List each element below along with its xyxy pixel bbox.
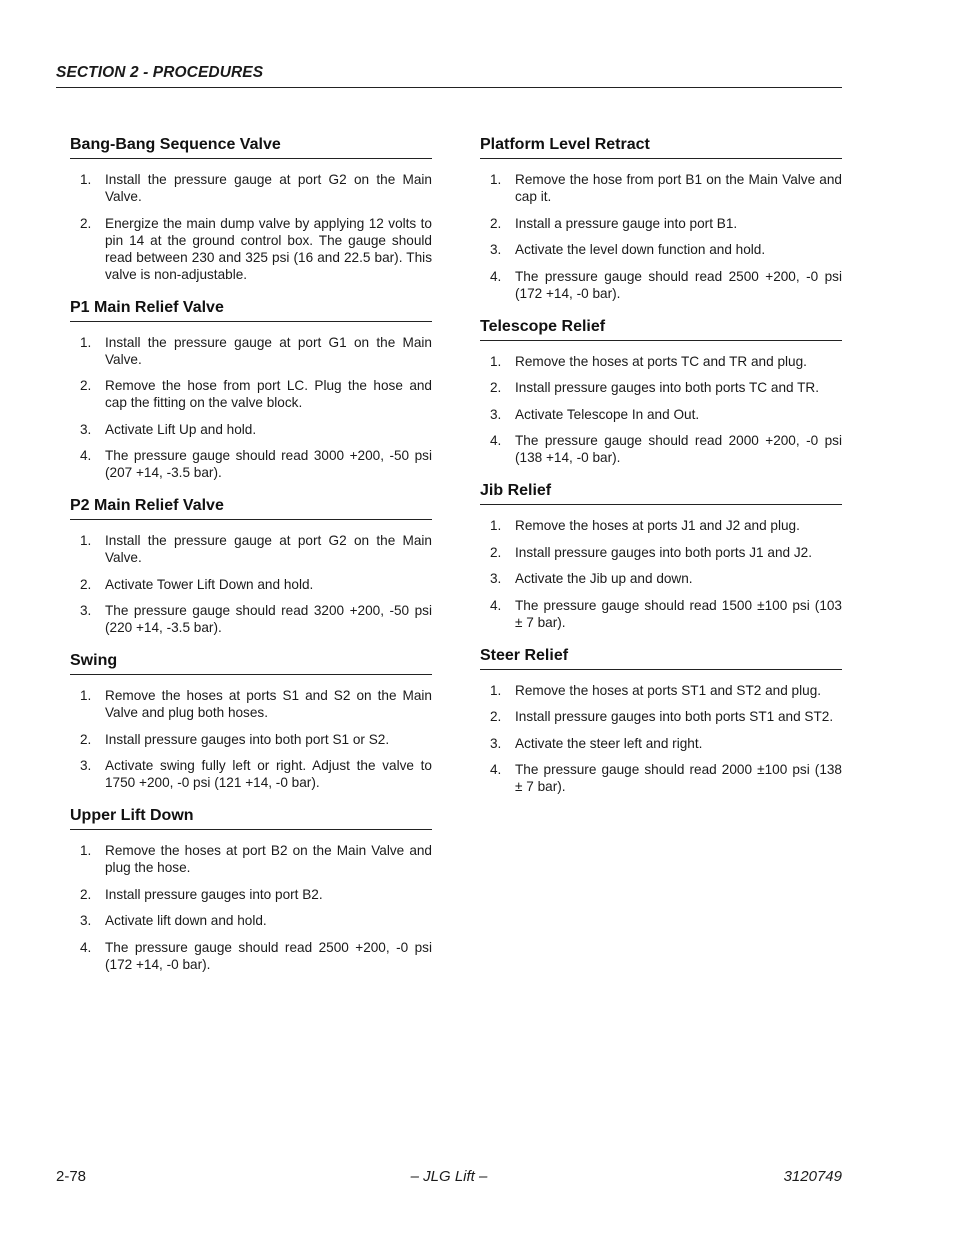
step-text: Install the pressure gauge at port G1 on the Main Valve. [105, 334, 432, 367]
list-item [480, 432, 842, 466]
step-text: Activate lift down and hold. [105, 913, 267, 928]
step-number: 2. [80, 215, 92, 231]
procedure-section [480, 134, 842, 302]
list-item [480, 597, 842, 631]
step-number: 1. [80, 688, 92, 703]
step-text: Activate the level down function and hold. [515, 242, 766, 257]
step-text: The pressure gauge should read 2000 +200, -0 psi (138 +14, -0 bar). [515, 433, 842, 465]
step-number: 4. [80, 448, 92, 463]
section-heading: Upper Lift Down [70, 805, 432, 830]
step-number: 3. [80, 913, 92, 928]
step-text: Install pressure gauges into both port S1 or S2. [105, 731, 390, 747]
step-number: 1. [80, 843, 92, 858]
list-item [480, 761, 842, 795]
step-number: 3. [80, 758, 92, 773]
list-item [70, 447, 432, 481]
step-text: Remove the hoses at ports ST1 and ST2 and plug. [515, 682, 822, 698]
list-item [70, 886, 432, 903]
document-number: 3120749 [783, 1168, 842, 1185]
step-text: Remove the hoses at ports S1 and S2 on the Main Valve and plug both hoses. [105, 688, 432, 720]
left-column [70, 134, 432, 987]
section-heading: P1 Main Relief Valve [70, 297, 432, 322]
step-list [480, 517, 842, 631]
step-list [480, 353, 842, 467]
step-number: 3. [490, 242, 502, 257]
step-number: 2. [80, 378, 92, 393]
procedure-section [480, 316, 842, 467]
list-item [480, 406, 842, 423]
list-item [480, 517, 842, 534]
step-text: The pressure gauge should read 3000 +200, -50 psi (207 +14, -3.5 bar). [105, 448, 432, 480]
step-list [70, 842, 432, 973]
section-heading: Platform Level Retract [480, 134, 842, 159]
step-text: Activate the Jib up and down. [515, 571, 693, 586]
page-number: 2-78 [56, 1168, 87, 1185]
step-number: 4. [80, 939, 92, 955]
step-text: Install pressure gauges into both ports TC and TR. [515, 380, 820, 395]
step-number: 1. [490, 172, 502, 187]
list-item [480, 268, 842, 302]
step-text: Install pressure gauges into both ports J1 and J2. [515, 544, 812, 560]
list-item [480, 215, 842, 232]
step-text: Energize the main dump valve by applying 12 volts to pin 14 at the ground control box. The gauge should read between 230 and 325 psi (16 and 22.5 bar). This valve is non-adjustable. [105, 215, 432, 282]
step-text: Install the pressure gauge at port G2 on the Main Valve. [105, 533, 432, 565]
list-item [70, 215, 432, 283]
step-list [480, 171, 842, 302]
section-header: SECTION 2 - PROCEDURES [56, 64, 842, 88]
right-column [480, 134, 842, 809]
step-number: 2. [490, 544, 502, 560]
list-item [480, 353, 842, 370]
list-item [480, 570, 842, 587]
section-heading: P2 Main Relief Valve [70, 495, 432, 520]
step-list [70, 532, 432, 636]
list-item [480, 171, 842, 205]
procedure-section [70, 805, 432, 973]
step-number: 3. [490, 571, 502, 586]
step-text: Remove the hoses at ports J1 and J2 and plug. [515, 518, 800, 533]
section-heading: Jib Relief [480, 480, 842, 505]
step-text: Activate the steer left and right. [515, 735, 703, 751]
step-number: 3. [80, 603, 92, 618]
step-number: 1. [490, 353, 502, 369]
step-text: The pressure gauge should read 2000 ±100 psi (138 ± 7 bar). [515, 762, 842, 794]
step-text: Remove the hoses at port B2 on the Main Valve and plug the hose. [105, 843, 432, 875]
step-number: 2. [80, 576, 92, 592]
list-item [70, 576, 432, 593]
step-text: The pressure gauge should read 2500 +200, -0 psi (172 +14, -0 bar). [105, 939, 432, 972]
list-item [480, 379, 842, 396]
step-number: 1. [80, 334, 92, 350]
list-item [70, 334, 432, 368]
step-number: 3. [490, 735, 502, 751]
list-item [70, 171, 432, 205]
step-number: 4. [490, 762, 502, 777]
step-number: 2. [80, 886, 92, 902]
list-item [480, 544, 842, 561]
step-list [70, 171, 432, 283]
procedure-section [70, 297, 432, 482]
list-item [70, 731, 432, 748]
list-item [480, 708, 842, 725]
section-heading: Telescope Relief [480, 316, 842, 341]
section-heading: Bang-Bang Sequence Valve [70, 134, 432, 159]
step-number: 2. [490, 215, 502, 231]
step-text: Activate Telescope In and Out. [515, 406, 700, 422]
step-number: 3. [490, 406, 502, 422]
step-text: Activate Tower Lift Down and hold. [105, 576, 314, 592]
step-list [480, 682, 842, 796]
list-item [70, 377, 432, 411]
list-item [70, 912, 432, 929]
step-number: 4. [490, 433, 502, 448]
step-text: The pressure gauge should read 3200 +200, -50 psi (220 +14, -3.5 bar). [105, 603, 432, 635]
step-text: The pressure gauge should read 1500 ±100 psi (103 ± 7 bar). [515, 597, 842, 630]
step-number: 1. [80, 172, 92, 187]
list-item [480, 241, 842, 258]
list-item [70, 532, 432, 566]
procedure-section [480, 645, 842, 796]
step-number: 2. [80, 731, 92, 747]
procedure-section [70, 495, 432, 636]
step-number: 1. [80, 533, 92, 548]
list-item [70, 421, 432, 438]
list-item [70, 687, 432, 721]
step-number: 3. [80, 421, 92, 437]
step-text: Remove the hose from port B1 on the Main Valve and cap it. [515, 172, 842, 204]
procedure-section [70, 134, 432, 283]
step-number: 1. [490, 682, 502, 698]
step-text: Install a pressure gauge into port B1. [515, 215, 738, 231]
footer-title: – JLG Lift – [410, 1168, 488, 1185]
list-item [70, 842, 432, 876]
list-item [480, 735, 842, 752]
step-text: Remove the hoses at ports TC and TR and plug. [515, 353, 807, 369]
step-text: Install pressure gauges into both ports ST1 and ST2. [515, 709, 834, 724]
step-number: 4. [490, 268, 502, 284]
step-text: Install pressure gauges into port B2. [105, 886, 323, 902]
step-number: 1. [490, 518, 502, 533]
list-item [70, 757, 432, 791]
step-number: 2. [490, 380, 502, 395]
procedure-section [70, 650, 432, 791]
step-text: Remove the hose from port LC. Plug the hose and cap the fitting on the valve block. [105, 378, 432, 410]
step-list [70, 687, 432, 791]
list-item [480, 682, 842, 699]
step-text: The pressure gauge should read 2500 +200, -0 psi (172 +14, -0 bar). [515, 268, 842, 301]
list-item [70, 602, 432, 636]
step-number: 4. [490, 597, 502, 613]
step-text: Activate Lift Up and hold. [105, 421, 257, 437]
procedure-section [480, 480, 842, 631]
step-text: Install the pressure gauge at port G2 on the Main Valve. [105, 172, 432, 204]
step-list [70, 334, 432, 482]
section-heading: Steer Relief [480, 645, 842, 670]
step-number: 2. [490, 709, 502, 724]
section-heading: Swing [70, 650, 432, 675]
list-item [70, 939, 432, 973]
step-text: Activate swing fully left or right. Adjust the valve to 1750 +200, -0 psi (121 +14, -0 bar). [105, 758, 432, 790]
